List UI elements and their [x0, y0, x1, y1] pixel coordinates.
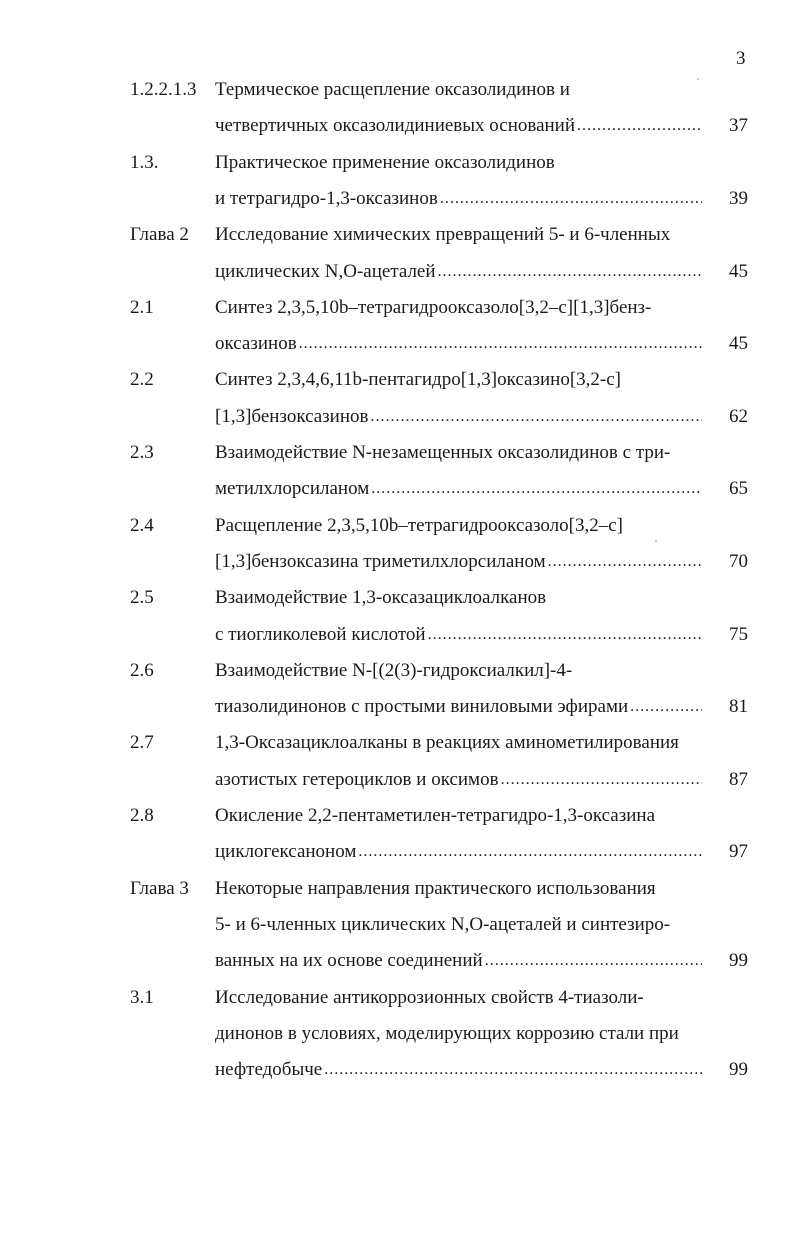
toc-entry-title: Синтез 2,3,4,6,11b-пентагидро[1,3]оксазино[3,2-c] — [215, 369, 621, 391]
dot-leader — [436, 258, 702, 286]
toc-entry-number: 2.6 — [130, 659, 154, 681]
toc-entry-leader-line — [215, 403, 702, 431]
dot-leader — [438, 185, 702, 213]
toc-entry-number: 1.3. — [130, 151, 159, 173]
toc-entry-leader-line — [215, 185, 702, 213]
dot-leader — [368, 403, 702, 431]
dot-leader — [546, 548, 702, 576]
toc-entry-line — [0, 984, 798, 1012]
toc-entry-title-end: [1,3]бензоксазинов — [215, 405, 369, 427]
toc-entry-line — [0, 1020, 798, 1048]
toc-entry-number: 3.1 — [130, 986, 154, 1008]
toc-entry-leader-line — [215, 693, 702, 721]
toc-entry-number: Глава 3 — [130, 877, 189, 899]
dot-leader — [575, 112, 702, 140]
toc-entry-page: 39 — [729, 187, 748, 209]
toc-entry-line — [0, 439, 798, 467]
toc-entry-line — [0, 294, 798, 322]
toc-entry-page: 62 — [729, 405, 748, 427]
toc-entry-title-end: азотистых гетероциклов и оксимов — [215, 768, 499, 790]
page-number: 3 — [736, 48, 746, 69]
dot-leader — [499, 766, 702, 794]
toc-entry-final-line — [0, 112, 798, 140]
toc-entry-title-end: ванных на их основе соединений — [215, 950, 483, 972]
toc-entry-line — [0, 657, 798, 685]
toc-entry-line — [0, 221, 798, 249]
toc-entry-leader-line — [215, 258, 702, 286]
toc-entry-final-line — [0, 621, 798, 649]
toc-entry-leader-line — [215, 548, 702, 576]
toc-entry-title-end: и тетрагидро-1,3-оксазинов — [215, 187, 438, 209]
toc-entry-title-end: тиазолидинонов с простыми виниловыми эфирами — [215, 696, 629, 718]
toc-entry-final-line — [0, 185, 798, 213]
toc-entry-title: Взаимодействие N-[(2(3)-гидроксиалкил]-4- — [215, 659, 573, 681]
toc-entry-page: 81 — [729, 696, 748, 718]
toc-entry-number: 2.1 — [130, 296, 154, 318]
dot-leader — [628, 693, 702, 721]
toc-entry-final-line — [0, 766, 798, 794]
toc-entry-line — [0, 802, 798, 830]
toc-entry-title: Взаимодействие 1,3-оксазациклоалканов — [215, 587, 547, 609]
toc-entry-line — [0, 366, 798, 394]
toc-entry-title: Взаимодействие N-незамещенных оксазолидинов с три- — [215, 442, 671, 463]
toc-entry-page: 70 — [729, 550, 748, 572]
toc-entry-leader-line — [215, 947, 702, 975]
toc-entry-title: Исследование антикоррозионных свойств 4-тиазоли- — [215, 986, 644, 1008]
toc-entry-line — [0, 584, 798, 612]
toc-entry-title: Окисление 2,2-пентаметилен-тетрагидро-1,3-оксазина — [215, 805, 656, 826]
toc-entry-number: 2.5 — [130, 587, 154, 609]
toc-entry-title: 5- и 6-членных циклических N,O-ацеталей и синтезиро- — [215, 913, 671, 935]
toc-entry-final-line — [0, 693, 798, 721]
dot-leader — [322, 1056, 702, 1084]
toc-entry-page: 97 — [729, 841, 748, 863]
toc-entry-page: 99 — [729, 950, 748, 972]
toc-entry-number: 2.3 — [130, 442, 154, 463]
toc-entry-line — [0, 512, 798, 540]
toc-entry-number: 2.4 — [130, 514, 154, 536]
toc-entry-title: Практическое применение оксазолидинов — [215, 151, 555, 173]
toc-entry-title: динонов в условиях, моделирующих коррозию стали при — [215, 1022, 679, 1044]
toc-entry-page: 99 — [729, 1059, 748, 1081]
toc-entry-final-line — [0, 403, 798, 431]
toc-entry-final-line — [0, 1056, 798, 1084]
toc-entry-title-end: нефтедобыче — [215, 1059, 323, 1081]
toc-entry-page: 87 — [729, 768, 748, 790]
toc-entry-title: Исследование химических превращений 5- и 6-членных — [215, 224, 671, 246]
toc-entry-title-end: циклогексаноном — [215, 841, 357, 863]
dot-leader — [356, 838, 702, 866]
scan-speck — [655, 540, 657, 542]
toc-entry-number: 2.2 — [130, 369, 154, 391]
toc-entry-page: 65 — [729, 478, 748, 500]
toc-entry-final-line — [0, 548, 798, 576]
toc-entry-final-line — [0, 838, 798, 866]
toc-entry-final-line — [0, 475, 798, 503]
toc-entry-line — [0, 149, 798, 177]
toc-entry-leader-line — [215, 766, 702, 794]
toc-entry-number: 1.2.2.1.3 — [130, 79, 197, 100]
toc-entry-final-line — [0, 258, 798, 286]
toc-entry-title-end: метилхлорсиланом — [215, 478, 370, 500]
toc-entry-line — [0, 729, 798, 757]
dot-leader — [369, 475, 702, 503]
toc-entry-title-end: [1,3]бензоксазина триметилхлорсиланом — [215, 550, 546, 572]
dot-leader — [483, 947, 702, 975]
toc-entry-title: 1,3-Оксазациклоалканы в реакциях аминометилирования — [215, 732, 679, 754]
toc-entry-final-line — [0, 947, 798, 975]
toc-entry-title-end: с тиогликолевой кислотой — [215, 623, 426, 645]
toc-entry-title: Синтез 2,3,5,10b–тетрагидрооксазоло[3,2–c][1,3]бенз- — [215, 296, 652, 318]
toc-entry-page: 45 — [729, 333, 748, 355]
toc-entry-title: Термическое расщепление оксазолидинов и — [215, 79, 570, 100]
toc-entry-leader-line — [215, 621, 702, 649]
toc-entry-number: 2.7 — [130, 732, 154, 754]
toc-entry-title-end: циклических N,O-ацеталей — [215, 260, 436, 282]
toc-entry-page: 37 — [729, 115, 748, 137]
toc-entry-line — [0, 76, 798, 104]
toc-entry-page: 45 — [729, 260, 748, 282]
toc-entry-line — [0, 875, 798, 903]
toc-entry-leader-line — [215, 475, 702, 503]
toc-entry-leader-line — [215, 330, 702, 358]
toc-entry-page: 75 — [729, 623, 748, 645]
toc-entry-leader-line — [215, 838, 702, 866]
toc-entry-number: 2.8 — [130, 805, 154, 826]
toc-entry-title-end: четвертичных оксазолидиниевых оснований — [215, 115, 576, 137]
toc-entry-title: Некоторые направления практического использования — [215, 877, 656, 899]
dot-leader — [426, 621, 702, 649]
toc-entry-leader-line — [215, 112, 702, 140]
dot-leader — [297, 330, 702, 358]
toc-entry-final-line — [0, 330, 798, 358]
toc-entry-number: Глава 2 — [130, 224, 189, 246]
toc-entry-line — [0, 911, 798, 939]
toc-entry-title: Расщепление 2,3,5,10b–тетрагидрооксазоло[3,2–c] — [215, 514, 623, 536]
scan-speck — [697, 78, 699, 80]
toc-entry-leader-line — [215, 1056, 702, 1084]
toc-entry-title-end: оксазинов — [215, 333, 297, 355]
